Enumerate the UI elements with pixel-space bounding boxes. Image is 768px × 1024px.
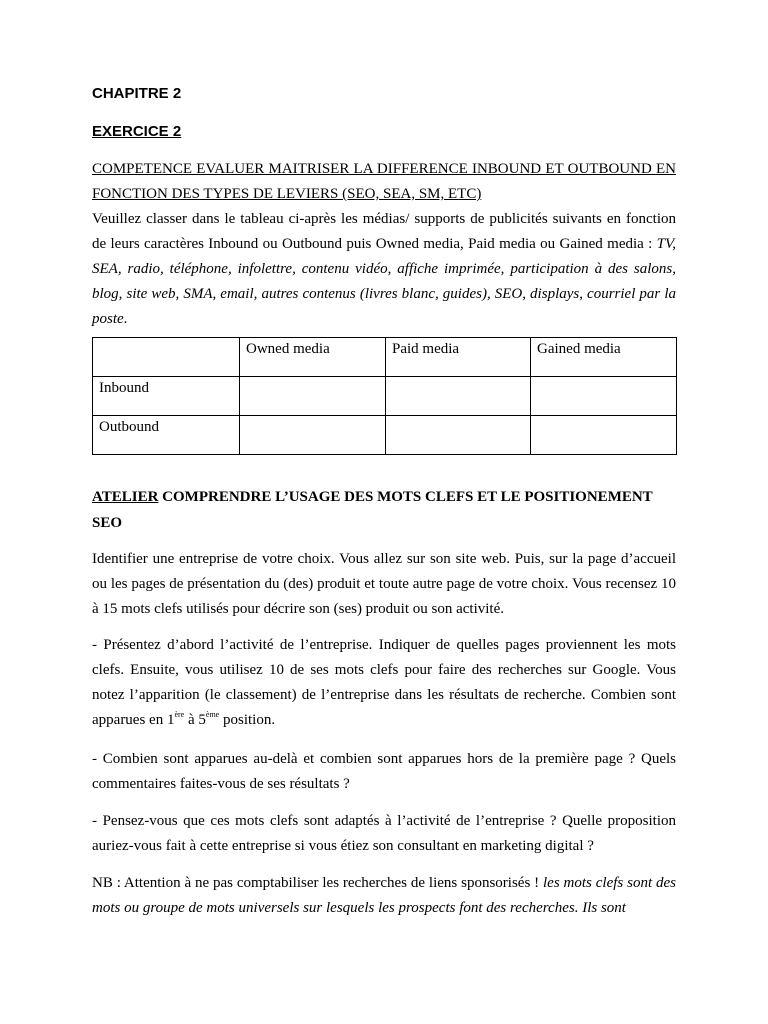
table-header-cell bbox=[93, 338, 240, 377]
table-row-label: Inbound bbox=[93, 377, 240, 416]
atelier-title: COMPRENDRE L’USAGE DES MOTS CLEFS ET LE POSITIONEMENT SEO bbox=[92, 489, 653, 531]
table-cell bbox=[531, 416, 677, 455]
instruction-end: . bbox=[123, 311, 128, 327]
competence-title: COMPETENCE EVALUER MAITRISER LA DIFFERENCE INBOUND ET OUTBOUND EN FONCTION DES TYPES DE LEVIERS (SEO, SEA, SM, ETC) bbox=[92, 161, 676, 202]
table-cell bbox=[240, 377, 386, 416]
paragraph-present-activity bbox=[92, 633, 676, 733]
exercise-heading: EXERCICE 2 bbox=[92, 123, 182, 140]
nb-text: NB : Attention à ne pas comptabiliser les recherches de liens sponsorisés ! bbox=[92, 875, 544, 891]
table-header-cell: Gained media bbox=[531, 338, 677, 377]
table-header-cell: Paid media bbox=[386, 338, 531, 377]
chapter-heading: CHAPITRE 2 bbox=[92, 85, 182, 102]
table-cell bbox=[386, 416, 531, 455]
atelier-heading bbox=[92, 484, 676, 536]
nb-definition: les mots clefs sont des mots ou groupe de mots universels sur lesquels les prospects font des recherches. Ils sont bbox=[92, 875, 676, 916]
paragraph-text: à 5 bbox=[184, 712, 206, 728]
table-cell bbox=[531, 377, 677, 416]
instruction-text: Veuillez classer dans le tableau ci-après les médias/ supports de publicités suivants en fonction de leurs caractères Inbound ou Outbound puis Owned media, Paid media ou Gained media : bbox=[92, 211, 676, 252]
media-table bbox=[92, 337, 677, 455]
table-header-cell: Owned media bbox=[240, 338, 386, 377]
table-row bbox=[93, 416, 677, 455]
table-row bbox=[93, 377, 677, 416]
instruction-paragraph bbox=[92, 207, 676, 332]
table-cell bbox=[386, 377, 531, 416]
table-cell bbox=[240, 416, 386, 455]
paragraph-nb-note bbox=[92, 871, 676, 921]
superscript: ère bbox=[174, 710, 185, 719]
paragraph-keywords-adapted: - Pensez-vous que ces mots clefs sont adaptés à l’activité de l’entreprise ? Quelle proposition auriez-vous fait à cette entreprise si vous étiez son consultant en marketing digital ? bbox=[92, 813, 676, 854]
media-list: TV, SEA, radio, téléphone, infolettre, contenu vidéo, affiche imprimée, participation à des salons, blog, site web, SMA, email, autres contenus (livres blanc, guides), SEO, displays, courriel par la poste bbox=[92, 236, 676, 327]
superscript: ème bbox=[205, 710, 220, 719]
atelier-label: ATELIER bbox=[92, 489, 159, 505]
paragraph-text: position. bbox=[219, 712, 276, 728]
paragraph-identify-company: Identifier une entreprise de votre choix. Vous allez sur son site web. Puis, sur la page d’accueil ou les pages de présentation du (des) produit et toute autre page de votre choix. Vous recensez 10 à 15 mots clefs utilisés pour décrire son (ses) produit ou son activité. bbox=[92, 551, 676, 617]
table-header-row bbox=[93, 338, 677, 377]
paragraph-beyond-first-page: - Combien sont apparues au-delà et combien sont apparues hors de la première page ? Quels commentaires faites-vous de ses résultats ? bbox=[92, 751, 676, 792]
table-row-label: Outbound bbox=[93, 416, 240, 455]
paragraph-text: - Présentez d’abord l’activité de l’entreprise. Indiquer de quelles pages proviennent les mots clefs. Ensuite, vous utilisez 10 de ses mots clefs pour faire des recherches sur Google. Vous notez l’apparition (le classement) de l’entreprise dans les résultats de recherche. Combien sont apparues en 1 bbox=[92, 637, 676, 728]
